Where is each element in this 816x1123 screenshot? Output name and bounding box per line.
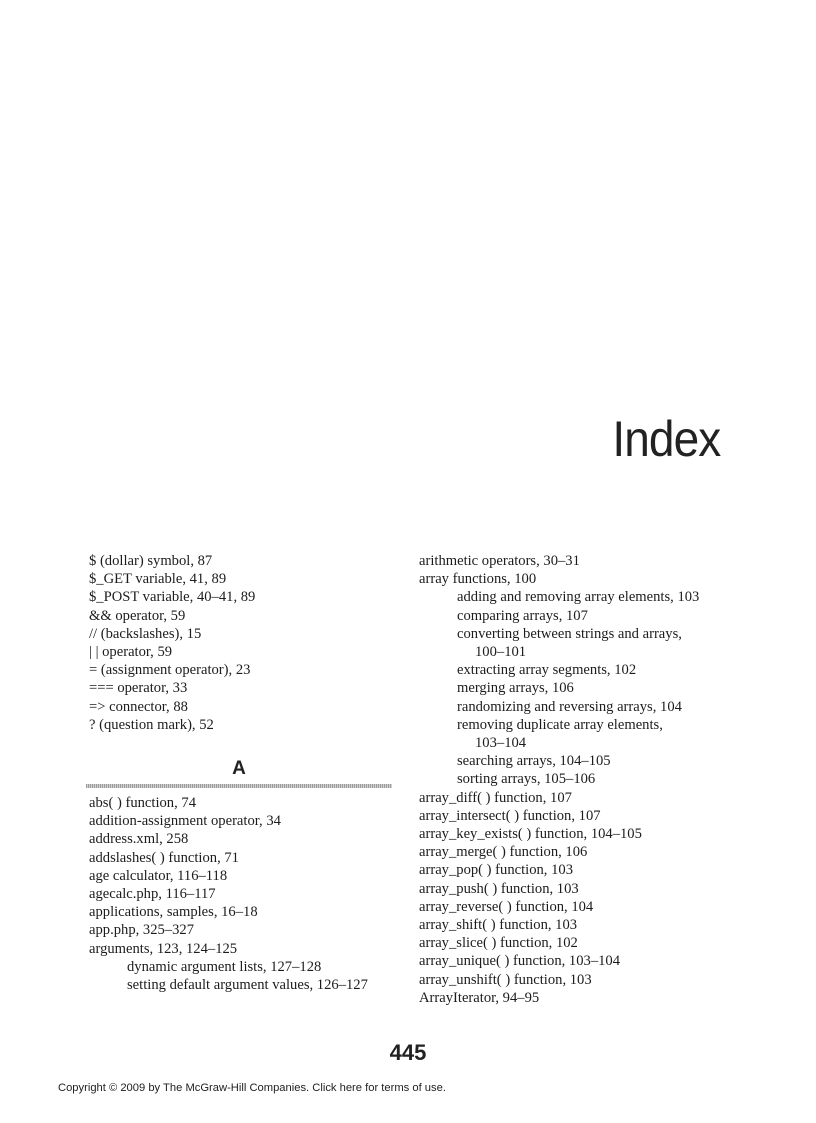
index-entry: $_POST variable, 40–41, 89 [89,589,256,606]
index-subentry: extracting array segments, 102 [457,662,637,679]
section-heading-a: A [232,758,246,780]
index-entry: array_unique( ) function, 103–104 [419,953,621,970]
page-number: 445 [389,1040,427,1065]
index-entry: array_intersect( ) function, 107 [419,807,601,824]
index-title: Index [612,411,720,467]
index-entry: arguments, 123, 124–125 [89,940,238,957]
index-entry: && operator, 59 [89,607,186,624]
index-entry: array_pop( ) function, 103 [419,862,573,879]
index-entry: // (backslashes), 15 [89,625,202,642]
index-entry: array_push( ) function, 103 [419,880,579,897]
index-entry: array_unshift( ) function, 103 [419,971,592,988]
index-subentry: converting between strings and arrays, [457,625,682,642]
index-entry: ? (question mark), 52 [89,716,214,733]
index-entry: | | operator, 59 [89,644,173,661]
index-entry: array_merge( ) function, 106 [419,844,588,861]
index-subentry: dynamic argument lists, 127–128 [127,958,322,975]
index-subentry: removing duplicate array elements, [457,716,663,733]
right-column [419,552,749,1007]
index-entry: addition-assignment operator, 34 [89,813,281,830]
index-entry: $_GET variable, 41, 89 [89,571,227,588]
index-subentry: randomizing and reversing arrays, 104 [457,698,682,715]
index-entry: array functions, 100 [419,571,537,588]
index-entry: array_diff( ) function, 107 [419,789,572,806]
index-entry: ArrayIterator, 94–95 [419,989,540,1006]
index-subentry: setting default argument values, 126–127 [127,977,368,994]
section-divider [86,784,392,788]
index-entry: addslashes( ) function, 71 [89,849,239,866]
index-entry: age calculator, 116–118 [89,867,228,884]
index-entry: app.php, 325–327 [89,922,194,939]
index-entry: array_slice( ) function, 102 [419,935,578,952]
index-subentry: comparing arrays, 107 [457,607,588,624]
index-subentry-continuation: 100–101 [475,644,527,661]
copyright-text: Copyright © 2009 by The McGraw-Hill Companies. [58,1082,310,1094]
copyright-footer [58,1082,446,1094]
index-subentry: searching arrays, 104–105 [457,753,611,770]
index-entry: address.xml, 258 [89,831,189,848]
index-subentry: adding and removing array elements, 103 [457,589,700,606]
index-entry: applications, samples, 16–18 [89,904,258,921]
index-entry: $ (dollar) symbol, 87 [89,553,213,569]
index-subentry: merging arrays, 106 [457,680,574,697]
index-entry: => connector, 88 [89,698,188,715]
index-entry: array_reverse( ) function, 104 [419,898,594,915]
index-entry: agecalc.php, 116–117 [89,886,216,903]
index-entry: = (assignment operator), 23 [89,662,251,679]
index-entry: array_shift( ) function, 103 [419,917,578,934]
index-entry: array_key_exists( ) function, 104–105 [419,826,642,843]
index-subentry: sorting arrays, 105–106 [457,771,596,788]
index-entry: arithmetic operators, 30–31 [419,553,580,569]
left-column [89,552,389,994]
index-entry: abs( ) function, 74 [89,795,196,812]
terms-of-use-link[interactable]: Click here for terms of use. [312,1082,446,1094]
index-subentry-continuation: 103–104 [475,735,527,752]
index-entry: === operator, 33 [89,680,188,697]
